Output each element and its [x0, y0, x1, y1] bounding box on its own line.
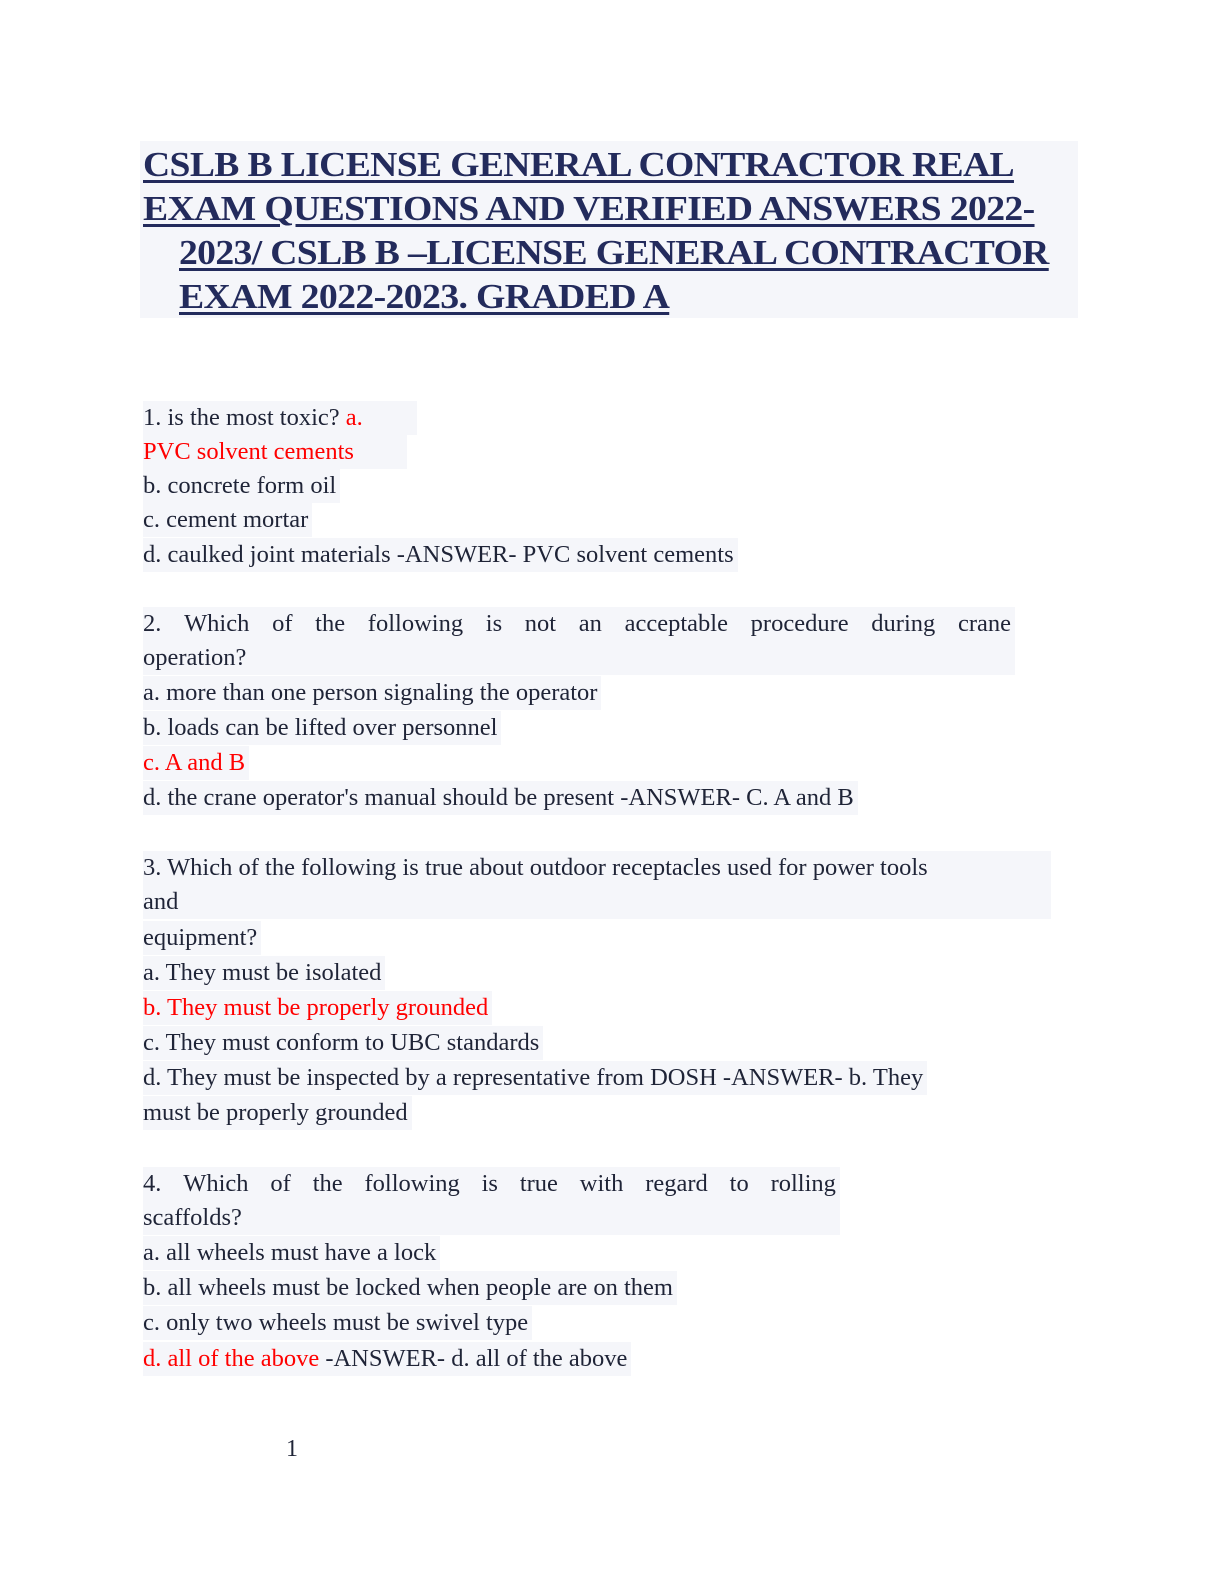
question-2-stem [143, 607, 1015, 641]
stem-word: Which [184, 610, 250, 637]
stem-word: crane [957, 610, 1011, 637]
question-1-stem [143, 401, 417, 435]
stem-word: procedure [750, 610, 849, 637]
question-4-answer-key: -ANSWER- d. all of the above [319, 1345, 628, 1372]
title-line-4: EXAM 2022-2023. GRADED A [179, 277, 670, 316]
question-2-option-a: a. more than one person signaling the operator [143, 676, 601, 710]
stem-word: following [367, 610, 464, 637]
question-1-answer-a-start: a. [345, 404, 363, 431]
stem-word: of [272, 610, 293, 637]
stem-word: 4. [143, 1170, 162, 1197]
question-2-stem-line-2: operation? [143, 641, 1015, 675]
page-number: 1 [286, 1436, 298, 1462]
question-3-answer-b: b. They must be properly grounded [143, 991, 492, 1025]
stem-word: 2. [143, 610, 162, 637]
question-4-option-c: c. only two wheels must be swivel type [143, 1306, 532, 1340]
question-3-option-d-line-2: must be properly grounded [143, 1096, 412, 1130]
stem-word: is [481, 1170, 498, 1197]
stem-word: of [270, 1170, 291, 1197]
title-line-1: CSLB B LICENSE GENERAL CONTRACTOR REAL [143, 145, 1014, 184]
stem-word: is [485, 610, 503, 637]
stem-word: an [578, 610, 602, 637]
stem-word: the [312, 1170, 343, 1197]
title-line-3: 2023/ CSLB B –LICENSE GENERAL CONTRACTOR [179, 233, 1049, 272]
question-2-option-b: b. loads can be lifted over personnel [143, 711, 501, 745]
stem-word: to [729, 1170, 749, 1197]
question-3-stem-line-3: equipment? [143, 921, 261, 955]
question-1-answer-a: PVC solvent cements [143, 435, 407, 469]
title-line-2: EXAM QUESTIONS AND VERIFIED ANSWERS 2022- [143, 189, 1035, 228]
question-3-option-a: a. They must be isolated [143, 956, 385, 990]
question-3-option-c: c. They must conform to UBC standards [143, 1026, 543, 1060]
question-4-option-d [143, 1342, 631, 1376]
stem-word: regard [645, 1170, 708, 1197]
stem-word: the [315, 610, 346, 637]
stem-word: following [364, 1170, 460, 1197]
question-2-option-d: d. the crane operator's manual should be present -ANSWER- C. A and B [143, 781, 858, 815]
stem-word: true [519, 1170, 558, 1197]
question-3-option-d: d. They must be inspected by a representative from DOSH -ANSWER- b. They [143, 1061, 927, 1095]
question-1-option-b: b. concrete form oil [143, 469, 340, 503]
stem-word: during [871, 610, 936, 637]
stem-word: rolling [770, 1170, 836, 1197]
question-2-answer-c: c. A and B [143, 746, 249, 780]
stem-word: with [579, 1170, 624, 1197]
question-1-option-d: d. caulked joint materials -ANSWER- PVC solvent cements [143, 538, 738, 572]
question-4-stem-line-2: scaffolds? [143, 1201, 840, 1235]
stem-word: acceptable [624, 610, 728, 637]
question-1-text: 1. is the most toxic? [143, 404, 340, 431]
question-1-option-c: c. cement mortar [143, 503, 312, 537]
question-4-answer-d: d. all of the above [143, 1345, 320, 1372]
question-4-option-b: b. all wheels must be locked when people are on them [143, 1271, 677, 1305]
stem-word: Which [183, 1170, 249, 1197]
question-4-option-a: a. all wheels must have a lock [143, 1236, 440, 1270]
question-4-stem [143, 1167, 840, 1201]
stem-word: not [524, 610, 557, 637]
question-3-stem-line-2: and [143, 885, 1051, 919]
question-3-stem: 3. Which of the following is true about outdoor receptacles used for power tools [143, 851, 1051, 885]
